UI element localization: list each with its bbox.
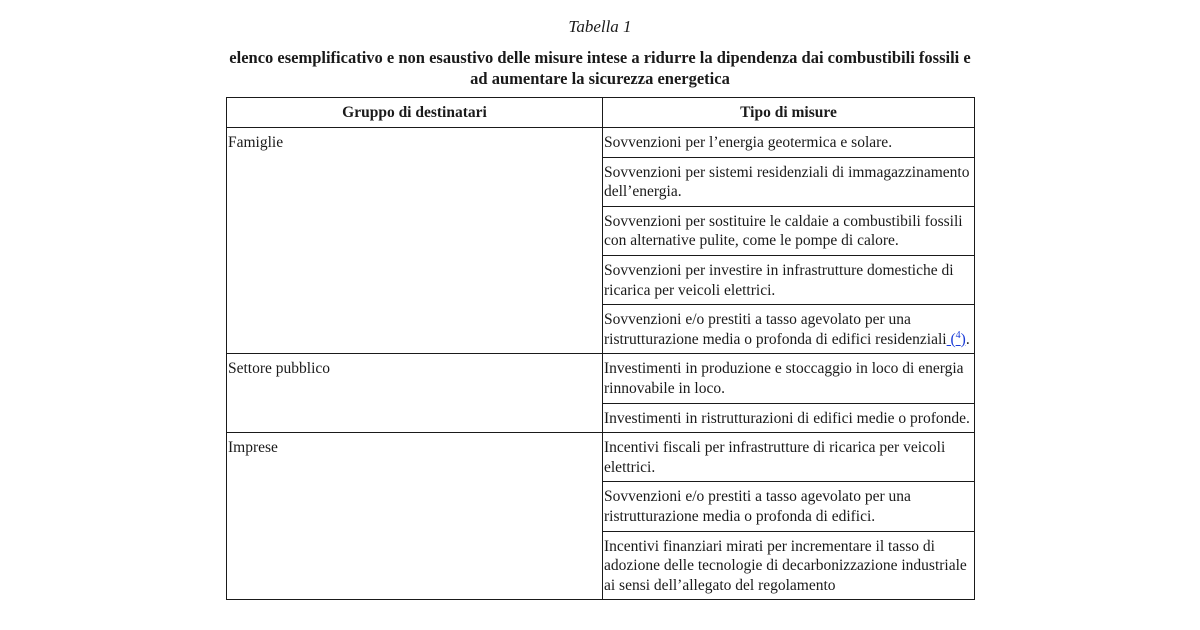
- measure-cell: Sovvenzioni per sostituire le caldaie a combustibili fossili con alternative pulite, come le pompe di calore.: [603, 206, 975, 255]
- measure-cell: Incentivi finanziari mirati per incrementare il tasso di adozione delle tecnologie di decarbonizzazione industriale ai sensi dell’allegato del regolamento: [603, 531, 975, 600]
- measure-cell: Sovvenzioni e/o prestiti a tasso agevolato per una ristrutturazione media o profonda di edifici.: [603, 482, 975, 531]
- footnote-tail: .: [965, 330, 970, 348]
- measure-text: Sovvenzioni e/o prestiti a tasso agevolato per una ristrutturazione media o profonda di edifici residenziali: [604, 311, 947, 348]
- measure-cell: Sovvenzioni per investire in infrastrutture domestiche di ricarica per veicoli elettrici.: [603, 255, 975, 304]
- measure-cell: [603, 305, 975, 354]
- measures-table: [226, 97, 975, 600]
- group-cell-famiglie: Famiglie: [227, 128, 603, 354]
- footnote-close: ): [960, 330, 966, 348]
- table-row: [227, 433, 975, 482]
- header-row: [227, 98, 975, 128]
- group-cell-imprese: Imprese: [227, 433, 603, 600]
- table-title: elenco esemplificativo e non esaustivo delle misure intese a ridurre la dipendenza dai combustibili fossili e ad aumentare la sicurezza energetica: [229, 48, 971, 88]
- measure-cell: Investimenti in produzione e stoccaggio in loco di energia rinnovabile in loco.: [603, 354, 975, 403]
- measure-cell: Incentivi fiscali per infrastrutture di ricarica per veicoli elettrici.: [603, 433, 975, 482]
- footnote-open: (: [946, 330, 956, 348]
- measure-cell: Investimenti in ristrutturazioni di edifici medie o profonde.: [603, 403, 975, 433]
- measure-cell: Sovvenzioni per sistemi residenziali di immagazzinamento dell’energia.: [603, 157, 975, 206]
- footnote-link[interactable]: [947, 331, 966, 348]
- table-row: [227, 354, 975, 403]
- header-target-group: Gruppo di destinatari: [227, 98, 603, 128]
- footnote-number: 4: [955, 329, 961, 341]
- group-cell-settore-pubblico: Settore pubblico: [227, 354, 603, 433]
- header-measure-type: Tipo di misure: [603, 98, 975, 128]
- table-caption: Tabella 1: [568, 17, 632, 36]
- measure-cell: Sovvenzioni per l’energia geotermica e solare.: [603, 128, 975, 158]
- table-row: [227, 128, 975, 158]
